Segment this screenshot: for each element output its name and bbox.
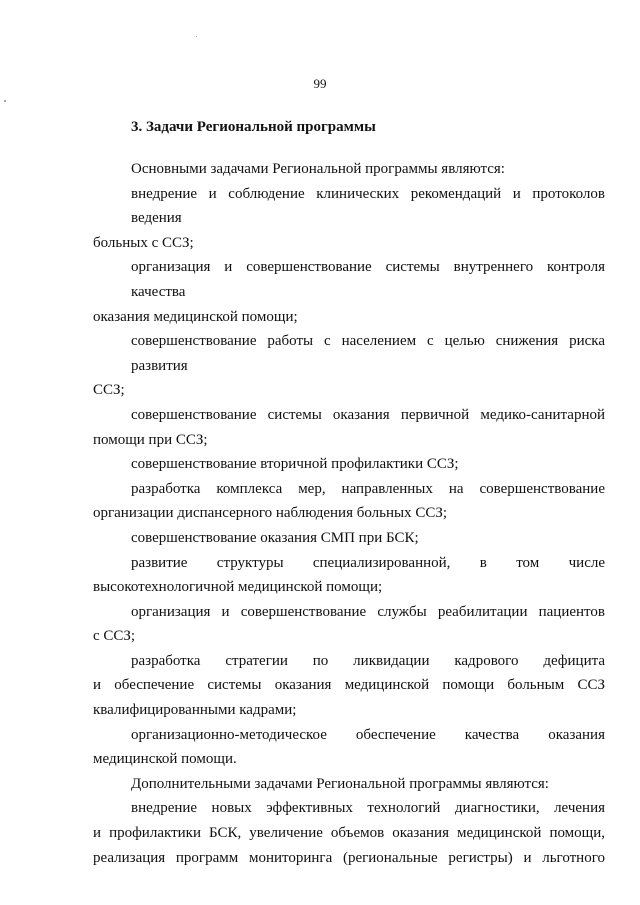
text-line: оказания медицинской помощи;: [93, 308, 298, 325]
text-line: развитие структуры специализированной, в том числе: [131, 554, 605, 571]
text-line: совершенствование оказания СМП при БСК;: [131, 529, 419, 546]
text-line: ССЗ;: [93, 382, 125, 399]
text-line: с ССЗ;: [93, 628, 136, 645]
text-line: высокотехнологичной медицинской помощи;: [93, 579, 383, 596]
section-heading: 3. Задачи Региональной программы: [131, 119, 376, 135]
text-line: организации диспансерного наблюдения больных ССЗ;: [93, 505, 448, 522]
scan-speck: [4, 100, 6, 102]
body-text: [93, 157, 605, 870]
text-line: организационно-методическое обеспечение качества оказания: [131, 726, 605, 743]
text-line: и обеспечение системы оказания медицинской помощи больным ССЗ: [93, 677, 605, 694]
text-line: совершенствование вторичной профилактики ССЗ;: [131, 456, 459, 473]
text-line: внедрение новых эффективных технологий диагностики, лечения: [131, 800, 605, 817]
text-line: квалифицированными кадрами;: [93, 702, 297, 719]
text-line: медицинской помощи.: [93, 751, 237, 768]
text-line: совершенствование системы оказания первичной медико-санитарной: [131, 406, 605, 423]
text-line: совершенствование работы с населением с целью снижения риска развития: [131, 333, 605, 374]
text-line: Дополнительными задачами Региональной программы являются:: [131, 775, 549, 792]
text-line: внедрение и соблюдение клинических рекомендаций и протоколов ведения: [131, 185, 605, 227]
text-line: Основными задачами Региональной программы являются:: [131, 161, 505, 177]
scan-speck: [196, 36, 197, 37]
text-line: и профилактики БСК, увеличение объемов оказания медицинской помощи,: [93, 825, 605, 842]
text-line: организация и совершенствование системы внутреннего контроля качества: [131, 259, 605, 300]
text-line: разработка комплекса мер, направленных на совершенствование: [131, 480, 605, 497]
text-line: организация и совершенствование службы реабилитации пациентов: [131, 603, 605, 620]
page-number: 99: [313, 76, 327, 91]
text-line: помощи при ССЗ;: [93, 431, 208, 448]
text-line: разработка стратегии по ликвидации кадрового дефицита: [131, 652, 605, 669]
text-line: реализация программ мониторинга (региональные регистры) и льготного: [93, 849, 605, 866]
text-line: больных с ССЗ;: [93, 234, 194, 251]
